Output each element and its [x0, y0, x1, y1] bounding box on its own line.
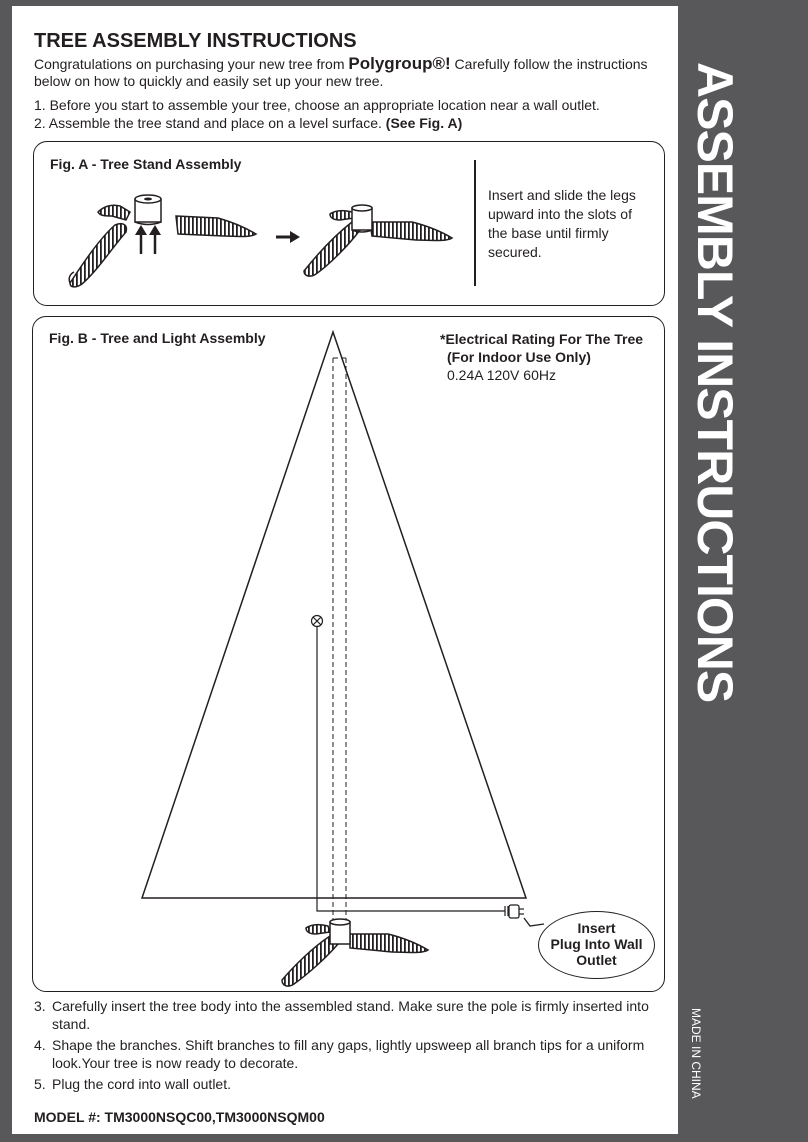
callout-text — [538, 920, 655, 968]
arrow-right-icon — [276, 231, 300, 243]
arrow-up-icon — [135, 225, 161, 254]
leg-icon-top — [98, 205, 130, 220]
leg-icon-straight — [176, 216, 256, 237]
step-2-text: 2. Assemble the tree stand and place on a level surface. — [34, 115, 386, 131]
made-in-label: MADE IN CHINA — [689, 1008, 703, 1099]
leg-icon-angled — [69, 224, 126, 287]
step-3-number: 3. — [34, 998, 46, 1014]
electrical-subtitle: (For Indoor Use Only) — [447, 349, 591, 365]
steps-bottom — [34, 997, 674, 1096]
step-4 — [34, 1036, 674, 1072]
step-3-text: Carefully insert the tree body into the assembled stand. Make sure the pole is firmly inserted into stand. — [52, 998, 649, 1032]
step-5 — [34, 1075, 674, 1093]
tree-outline — [142, 332, 526, 898]
page-title: TREE ASSEMBLY INSTRUCTIONS — [34, 30, 357, 52]
electrical-title: *Electrical Rating For The Tree — [440, 331, 644, 347]
brand-name: Polygroup®! — [348, 54, 451, 73]
model-number: MODEL #: TM3000NSQC00,TM3000NSQM00 — [34, 1109, 325, 1125]
assembled-stand-icon — [304, 205, 452, 276]
step-5-number: 5. — [34, 1076, 46, 1092]
sidebar-title: ASSEMBLY INSTRUCTIONS — [687, 62, 743, 703]
electrical-rating: 0.24A 120V 60Hz — [447, 367, 556, 383]
intro-after-brand: Carefully follow the instructions below on how to quickly and easily set up your new tree. — [34, 56, 648, 89]
step-5-text: Plug the cord into wall outlet. — [52, 1076, 231, 1092]
light-bulb-icon — [312, 616, 323, 627]
step-1-text: 1. Before you start to assemble your tree, choose an appropriate location near a wall outlet. — [34, 97, 600, 113]
step-4-number: 4. — [34, 1037, 46, 1053]
figure-a-note: Insert and slide the legs upward into the slots of the base until firmly secured. — [488, 187, 636, 260]
tree-stand-icon — [282, 919, 428, 986]
figure-b-label: Fig. B - Tree and Light Assembly — [49, 330, 266, 346]
plug-icon — [509, 905, 524, 918]
stand-base-icon — [135, 195, 161, 225]
figure-a-label: Fig. A - Tree Stand Assembly — [50, 156, 242, 172]
callout-line-1: Insert — [577, 920, 616, 936]
callout-line-3: Outlet — [576, 952, 617, 968]
step-4-text: Shape the branches. Shift branches to fill any gaps, lightly upsweep all branch tips for a uniform look.Your tree is now ready to decorate. — [52, 1037, 645, 1071]
step-3 — [34, 997, 674, 1033]
step-2-fig-ref: (See Fig. A) — [385, 115, 463, 131]
intro-before-brand: Congratulations on purchasing your new tree from — [34, 56, 349, 72]
callout-line-2: Plug Into Wall — [550, 936, 643, 952]
